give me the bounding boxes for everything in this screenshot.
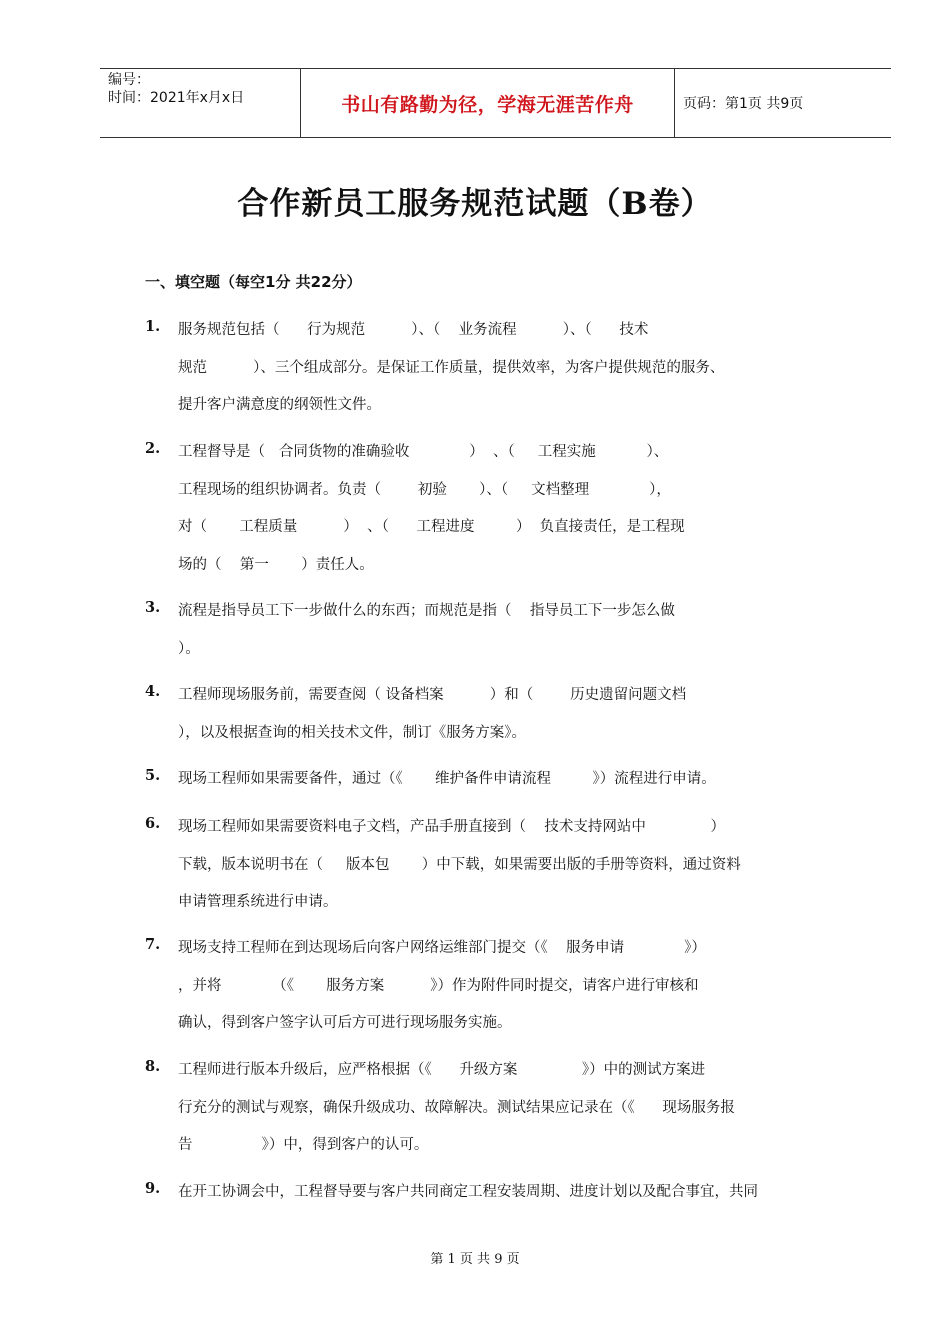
- question-text-line: 对（ 工程质量 ） 、（ 工程进度 ） 负直接责任，是工程现: [178, 519, 685, 535]
- question-text-line: 工程师现场服务前，需要查阅（ 设备档案 ）和（ 历史遗留问题文档: [178, 687, 687, 703]
- question-text-line: 工程师进行版本升级后，应严格根据（《 升级方案 》）中的测试方案进: [178, 1062, 706, 1078]
- question-text-line: 确认，得到客户签字认可后方可进行现场服务实施。: [178, 1015, 512, 1031]
- question-item: [145, 318, 850, 431]
- question-number: 5.: [145, 767, 161, 784]
- question-text-line: 场的（ 第一 ）责任人。: [178, 556, 374, 573]
- question-text-line: 现场工程师如果需要备件，通过（《 维护备件申请流程 》）流程进行申请。: [178, 771, 716, 787]
- question-item: [145, 1058, 850, 1171]
- question-text-line: 下载，版本说明书在（ 版本包 ）中下载，如果需要出版的手册等资料，通过资料: [178, 856, 741, 873]
- question-number: 1.: [145, 318, 161, 335]
- question-text-line: 申请管理系统进行申请。: [178, 894, 338, 910]
- question-text-line: 在开工协调会中，工程督导要与客户共同商定工程安装周期、进度计划以及配合事宜，共同: [178, 1184, 758, 1200]
- question-item: [145, 815, 850, 928]
- question-text-line: 行充分的测试与观察，确保升级成功、故障解决。测试结果应记录在（《 现场服务报: [178, 1099, 735, 1116]
- question-number: 7.: [145, 936, 161, 953]
- question-text-line: 流程是指导员工下一步做什么的东西；而规范是指（ 指导员工下一步怎么做: [178, 603, 675, 619]
- question-text-line: 提升客户满意度的纲领性文件。: [178, 397, 381, 413]
- header-meta: [100, 69, 301, 137]
- question-number: 8.: [145, 1058, 161, 1075]
- question-number: 6.: [145, 815, 161, 832]
- question-item: [145, 767, 850, 805]
- question-item: [145, 1180, 850, 1218]
- question-text-line: 工程督导是（ 合同货物的准确验收 ） 、（ 工程实施 ）、: [178, 444, 669, 460]
- question-number: 3.: [145, 599, 161, 616]
- header-code-label: 编号：: [108, 72, 150, 88]
- question-number: 2.: [145, 440, 161, 457]
- question-number: 9.: [145, 1180, 161, 1197]
- question-text-line: ），以及根据查询的相关技术文件，制订《服务方案》。: [178, 724, 526, 741]
- question-text-line: ，并将 （《 服务方案 》）作为附件同时提交，请客户进行审核和: [178, 977, 699, 994]
- question-item: [145, 440, 850, 590]
- question-item: [145, 599, 850, 674]
- question-text-line: 告 》）中，得到客户的认可。: [178, 1137, 429, 1153]
- question-text-line: 工程现场的组织协调者。负责（ 初验 ）、（ 文档整理 ），: [178, 481, 671, 498]
- question-number: 4.: [145, 683, 161, 700]
- question-text-line: ）。: [178, 640, 200, 657]
- question-text-line: 现场工程师如果需要资料电子文档，产品手册直接到（ 技术支持网站中 ）: [178, 819, 725, 835]
- question-text-line: 规范 ）、三个组成部分。是保证工作质量，提供效率，为客户提供规范的服务、: [178, 359, 725, 376]
- page-header: [100, 68, 891, 138]
- header-time-label: 时间：2021年x月x日: [108, 90, 245, 106]
- header-page-info: 页码：第1页 共9页: [683, 96, 804, 112]
- header-motto: 书山有路勤为径，学海无涯苦作舟: [301, 69, 675, 137]
- section-heading: 一、填空题（每空1分 共22分）: [145, 273, 362, 291]
- question-item: [145, 683, 850, 758]
- page-footer: 第 1 页 共 9 页: [430, 1252, 520, 1267]
- question-text-line: 服务规范包括（ 行为规范 ）、（ 业务流程 ）、（ 技术: [178, 322, 649, 338]
- question-item: [145, 936, 850, 1049]
- document-title: 合作新员工服务规范试题（B卷）: [237, 186, 713, 222]
- question-text-line: 现场支持工程师在到达现场后向客户网络运维部门提交（《 服务申请 》）: [178, 940, 706, 956]
